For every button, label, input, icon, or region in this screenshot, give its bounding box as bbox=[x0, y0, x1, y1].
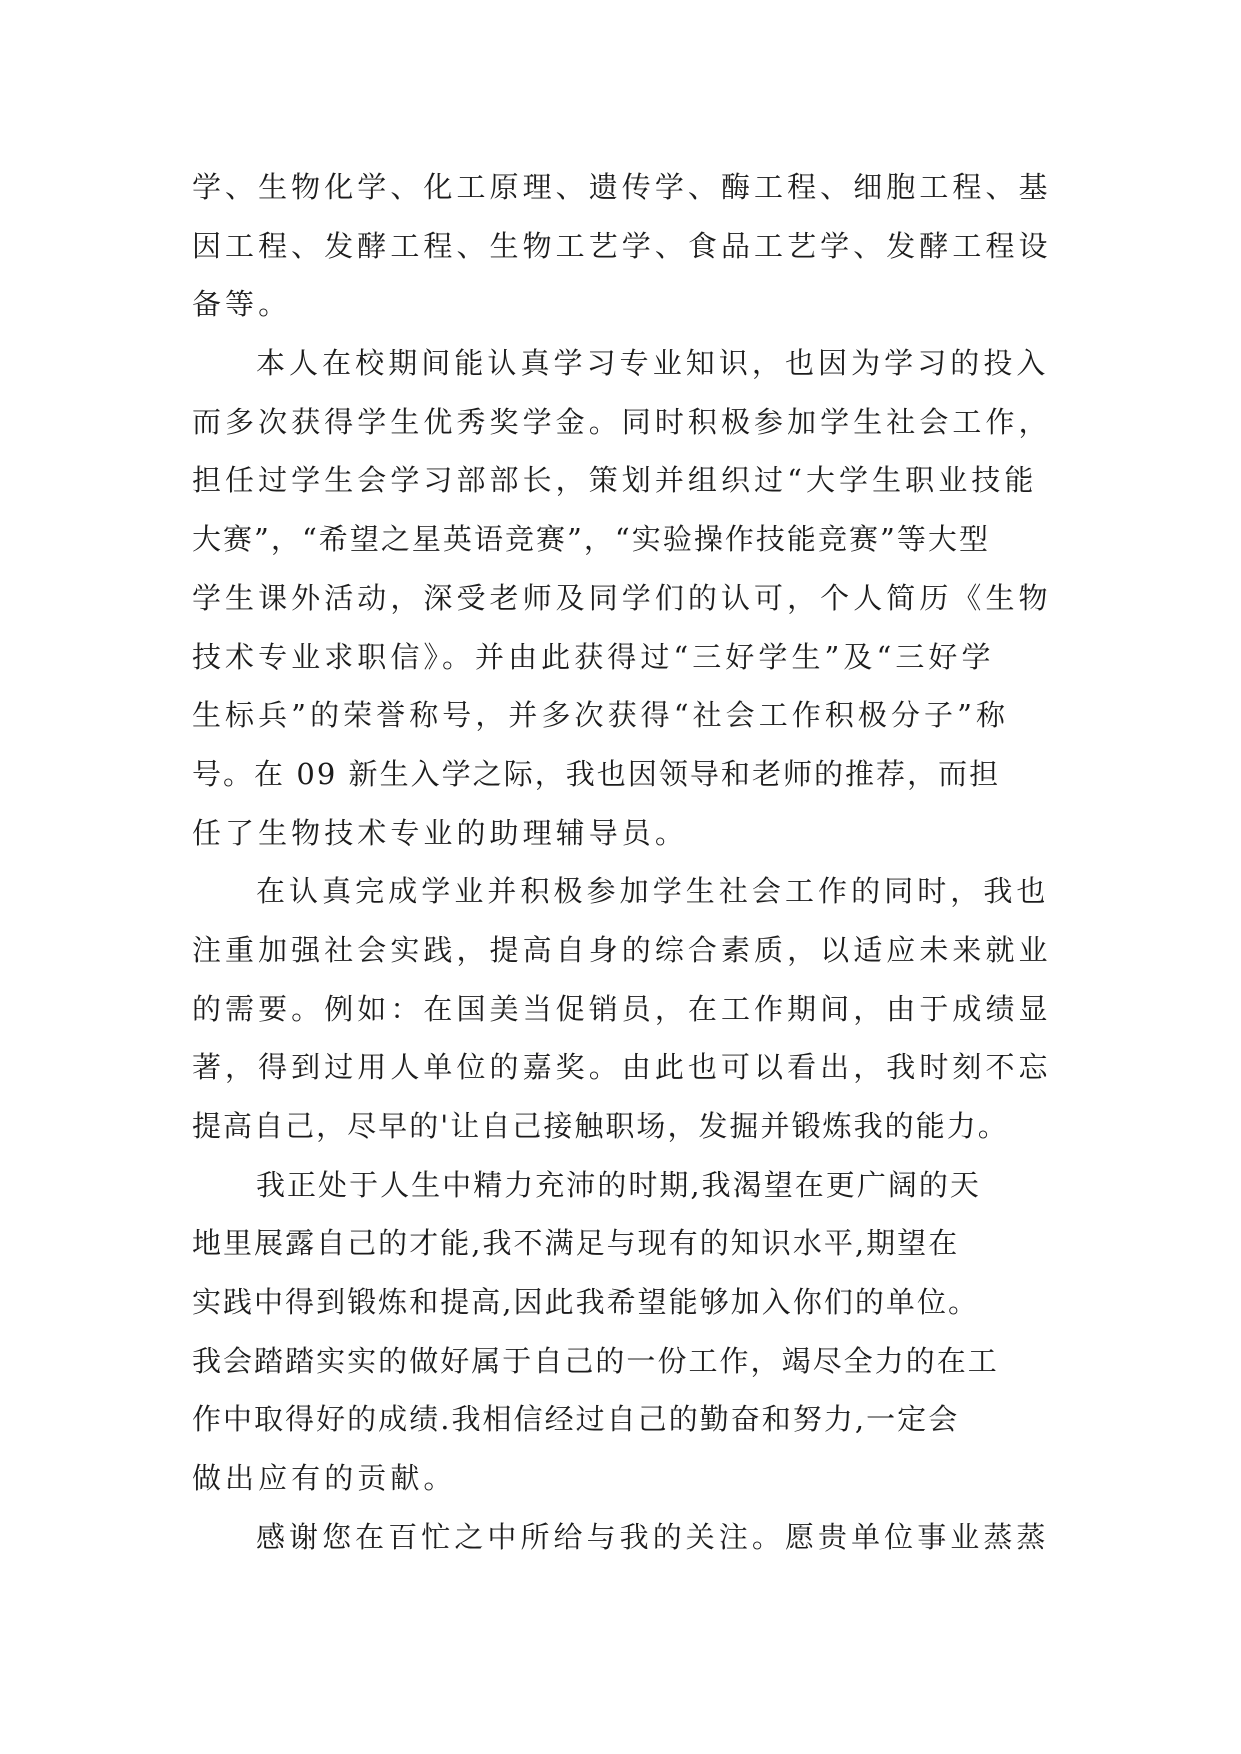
text-line: 我会踏踏实实的做好属于自己的一份工作，竭尽全力的在工 bbox=[192, 1343, 999, 1378]
text-line: 学生课外活动，深受老师及同学们的认可，个人简历《生物 bbox=[192, 580, 1052, 615]
text-line: 做出应有的贡献。 bbox=[192, 1461, 457, 1496]
text-line: 注重加强社会实践，提高自身的综合素质，以适应未来就业 bbox=[192, 932, 1052, 967]
letter-body bbox=[192, 158, 1092, 1567]
text-line: 生标兵”的荣誉称号，并多次获得“社会工作积极分子”称 bbox=[192, 698, 1010, 733]
text-line: 地里展露自己的才能,我不满足与现有的知识水平,期望在 bbox=[192, 1226, 960, 1261]
paragraph-start-line: 我正处于人生中精力充沛的时期,我渴望在更广阔的天 bbox=[256, 1167, 981, 1202]
text-line: 学、生物化学、化工原理、遗传学、酶工程、细胞工程、基 bbox=[192, 170, 1052, 204]
paragraph-start-line: 在认真完成学业并积极参加学生社会工作的同时，我也 bbox=[256, 874, 1050, 909]
text-line: 提高自己，尽早的'让自己接触职场，发掘并锻炼我的能力。 bbox=[192, 1109, 1009, 1143]
text-line: 而多次获得学生优秀奖学金。同时积极参加学生社会工作， bbox=[192, 404, 1052, 439]
text-line: 担任过学生会学习部部长，策划并组织过“大学生职业技能 bbox=[192, 463, 1038, 498]
text-line: 技术专业求职信》。并由此获得过“三好学生”及“三好学 bbox=[192, 639, 995, 674]
text-line: 著，得到过用人单位的嘉奖。由此也可以看出，我时刻不忘 bbox=[192, 1050, 1052, 1085]
text-line: 因工程、发酵工程、生物工艺学、食品工艺学、发酵工程设 bbox=[192, 228, 1052, 263]
text-line: 大赛”，“希望之星英语竞赛”，“实验操作技能竞赛”等大型 bbox=[192, 522, 990, 557]
text-line: 实践中得到锻炼和提高,因此我希望能够加入你们的单位。 bbox=[192, 1285, 979, 1320]
text-line: 任了生物技术专业的助理辅导员。 bbox=[192, 815, 688, 850]
text-line: 号。在 09 新生入学之际，我也因领导和老师的推荐，而担 bbox=[192, 756, 1001, 791]
paragraph-start-line: 本人在校期间能认真学习专业知识，也因为学习的投入 bbox=[256, 346, 1050, 381]
text-line: 的需要。例如：在国美当促销员，在工作期间，由于成绩显 bbox=[192, 991, 1052, 1026]
paragraph-start-line: 感谢您在百忙之中所给与我的关注。愿贵单位事业蒸蒸 bbox=[256, 1519, 1050, 1554]
text-line: 作中取得好的成绩.我相信经过自己的勤奋和努力,一定会 bbox=[192, 1402, 960, 1437]
text-line: 备等。 bbox=[192, 287, 292, 322]
